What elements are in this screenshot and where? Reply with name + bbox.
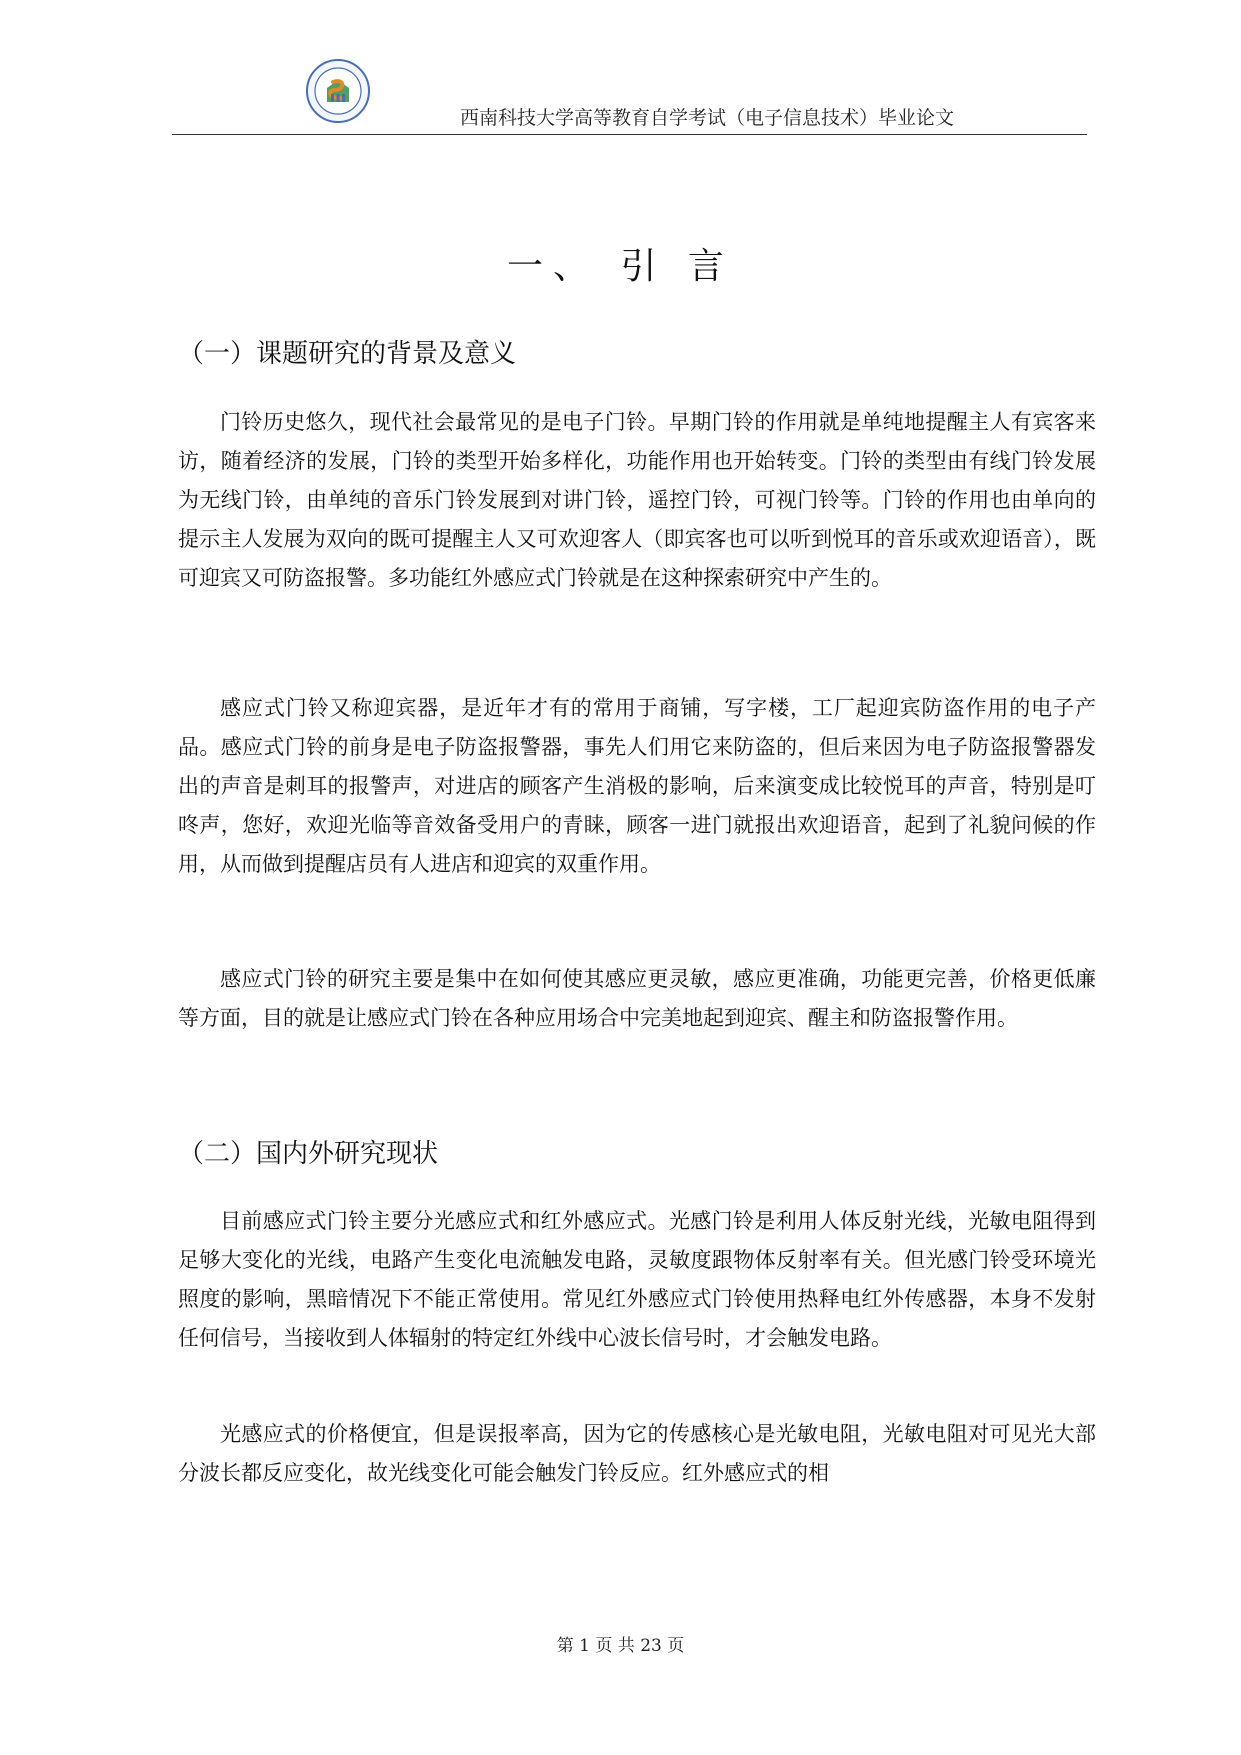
- paragraph: 感应式门铃又称迎宾器，是近年才有的常用于商铺，写字楼，工厂起迎宾防盗作用的电子产品。感应式门铃的前身是电子防盗报警器，事先人们用它来防盗的，但后来因为电子防盗报警器发出的声音是刺耳的报警声，对进店的顾客产生消极的影响，后来演变成比较悦耳的声音，特别是叮咚声，您好，欢迎光临等音效备受用户的青睐，顾客一进门就报出欢迎语音，起到了礼貌问候的作用，从而做到提醒店员有人进店和迎宾的双重作用。: [178, 696, 1096, 876]
- section-heading-research-status: （二）国内外研究现状: [178, 1139, 439, 1169]
- university-seal-icon: [305, 58, 371, 124]
- page-number: 第 1 页 共 23 页: [556, 1636, 685, 1656]
- chapter-title: 一、 引 言: [507, 246, 734, 287]
- paragraph: 光感应式的价格便宜，但是误报率高，因为它的传感核心是光敏电阻，光敏电阻对可见光大部分波长都反应变化，故光线变化可能会触发门铃反应。红外感应式的相: [178, 1422, 1096, 1485]
- header-divider: [172, 134, 1087, 135]
- paragraph: 感应式门铃的研究主要是集中在如何使其感应更灵敏，感应更准确，功能更完善，价格更低廉等方面，目的就是让感应式门铃在各种应用场合中完美地起到迎宾、醒主和防盗报警作用。: [178, 967, 1096, 1030]
- paragraph: 目前感应式门铃主要分光感应式和红外感应式。光感门铃是利用人体反射光线，光敏电阻得到足够大变化的光线，电路产生变化电流触发电路，灵敏度跟物体反射率有关。但光感门铃受环境光照度的影响，黑暗情况下不能正常使用。常见红外感应式门铃使用热释电红外传感器，本身不发射任何信号，当接收到人体辐射的特定红外线中心波长信号时，才会触发电路。: [178, 1209, 1096, 1350]
- header-title: 西南科技大学高等教育自学考试（电子信息技术）毕业论文: [459, 107, 954, 129]
- paragraph: 门铃历史悠久，现代社会最常见的是电子门铃。早期门铃的作用就是单纯地提醒主人有宾客来访，随着经济的发展，门铃的类型开始多样化，功能作用也开始转变。门铃的类型由有线门铃发展为无线门铃，由单纯的音乐门铃发展到对讲门铃，遥控门铃，可视门铃等。门铃的作用也由单向的提示主人发展为双向的既可提醒主人又可欢迎客人（即宾客也可以听到悦耳的音乐或欢迎语音），既可迎宾又可防盗报警。多功能红外感应式门铃就是在这种探索研究中产生的。: [178, 410, 1096, 590]
- section-heading-background: （一）课题研究的背景及意义: [178, 339, 517, 369]
